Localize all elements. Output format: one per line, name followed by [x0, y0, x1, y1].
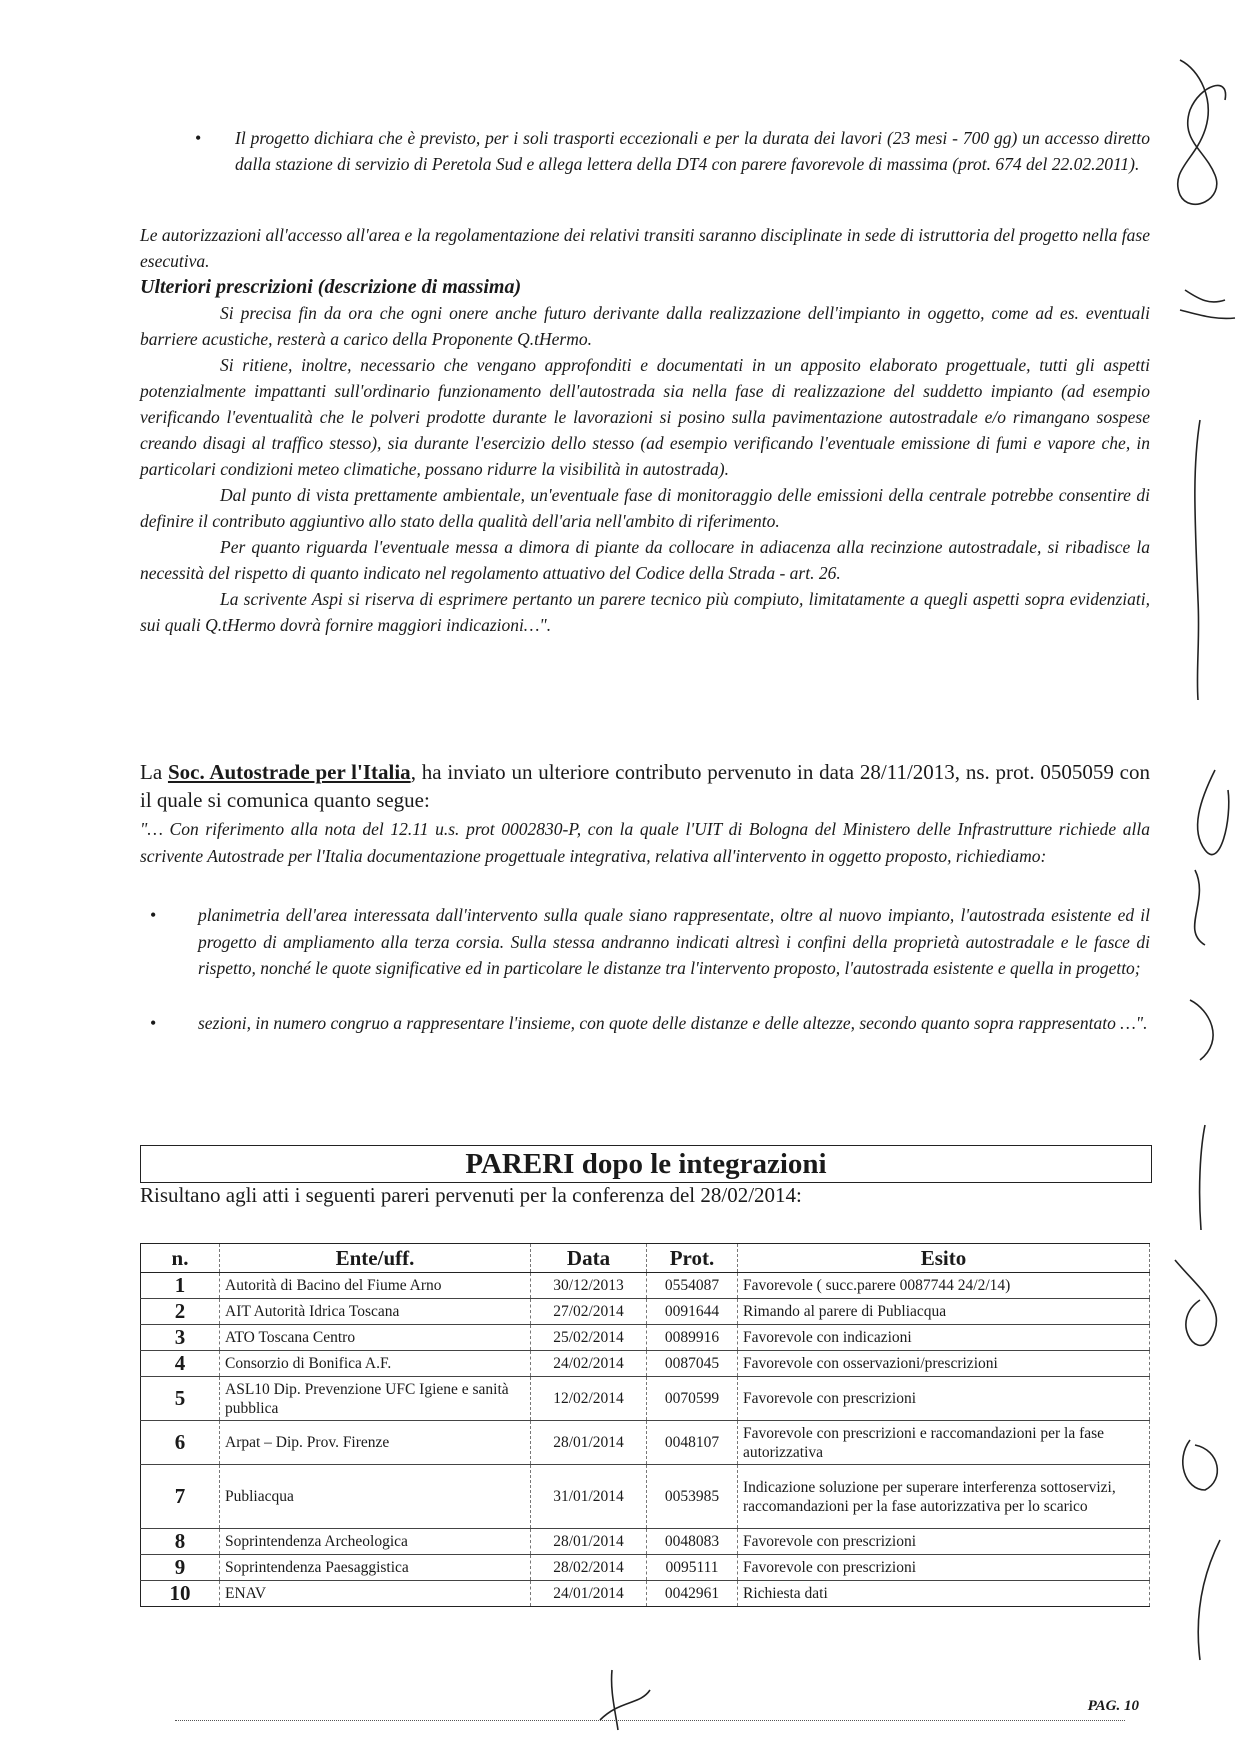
soc-name: Soc. Autostrade per l'Italia — [167, 760, 411, 784]
row-ente: ATO Toscana Centro — [220, 1325, 531, 1351]
row-esito: Favorevole con indicazioni — [738, 1325, 1150, 1351]
bullet-icon: • — [195, 128, 202, 148]
row-prot: 0048083 — [647, 1529, 738, 1555]
signature-mark — [1178, 60, 1226, 204]
page-number: PAG. 10 — [1087, 1698, 1139, 1714]
row-number: 2 — [141, 1299, 220, 1325]
soc-intro-suffix: , ha inviato un ulteriore contributo pervenuto in data 28/11/2013, ns. prot. 0505059 con il quale si comunica quanto segue: — [140, 760, 1150, 812]
row-prot: 0091644 — [647, 1299, 738, 1325]
row-ente: Consorzio di Bonifica A.F. — [220, 1351, 531, 1377]
signature-mark — [1190, 870, 1213, 1060]
pareri-intro: Risultano agli atti i seguenti pareri pervenuti per la conferenza del 28/02/2014: — [140, 1183, 802, 1207]
row-esito: Favorevole con prescrizioni — [738, 1377, 1150, 1421]
bullet-icon: • — [150, 905, 157, 925]
soc-intro-prefix: La — [140, 760, 163, 784]
row-esito: Favorevole con osservazioni/prescrizioni — [738, 1351, 1150, 1377]
row-data: 28/02/2014 — [531, 1555, 647, 1581]
row-number: 3 — [141, 1325, 220, 1351]
row-esito: Richiesta dati — [738, 1581, 1150, 1607]
row-ente: Publiacqua — [220, 1465, 531, 1529]
row-prot: 0042961 — [647, 1581, 738, 1607]
row-data: 25/02/2014 — [531, 1325, 647, 1351]
row-prot: 0087045 — [647, 1351, 738, 1377]
signature-mark — [1198, 1540, 1220, 1660]
paragraph-3: Dal punto di vista prettamente ambientale, un'eventuale fase di monitoraggio delle emissioni della centrale potrebbe consentire di definire il contributo aggiuntivo allo stato della qualità dell'aria nell'ambito di riferimento. — [140, 485, 1150, 531]
row-ente: ASL10 Dip. Prevenzione UFC Igiene e sanità pubblica — [220, 1377, 531, 1421]
row-data: 27/02/2014 — [531, 1299, 647, 1325]
row-esito: Favorevole con prescrizioni e raccomandazioni per la fase autorizzativa — [738, 1421, 1150, 1465]
row-ente: Soprintendenza Archeologica — [220, 1529, 531, 1555]
row-prot: 0095111 — [647, 1555, 738, 1581]
paragraph-2: Si ritiene, inoltre, necessario che vengano approfonditi e documentati in un apposito elaborato progettuale, tutti gli aspetti potenzialmente impattanti sull'ordinario funzionamento dell'autostrada sia nella fase di realizzazione del suddetto impianto (ad esempio verificando l'eventualità che le polveri prodotte durante le lavorazioni si posino sulla pavimentazione autostradale e/o rimangano sospese creando disagi al traffico stesso), sia durante l'esercizio dello stesso (ad esempio verificando l'eventuale emissione di fumi e vapore che, in particolari condizioni meteo climatiche, possano ridurre la visibilità in autostrada). — [140, 355, 1150, 479]
row-data: 12/02/2014 — [531, 1377, 647, 1421]
row-esito: Indicazione soluzione per superare interferenza sottoservizi, raccomandazioni per la fase autorizzativa per lo scarico — [738, 1465, 1150, 1529]
row-ente: Autorità di Bacino del Fiume Arno — [220, 1273, 531, 1299]
signature-mark — [1195, 420, 1200, 700]
signature-mark — [1180, 290, 1235, 318]
signature-mark — [1183, 1440, 1218, 1490]
row-ente: ENAV — [220, 1581, 531, 1607]
quote-intro-text: "… Con riferimento alla nota del 12.11 u.s. prot 0002830-P, con la quale l'UIT di Bologna del Ministero delle Infrastrutture richiede alla scrivente Autostrade per l'Italia documentazione progettuale integrativa, relativa all'intervento in oggetto proposto, richiediamo: — [140, 819, 1150, 866]
row-prot: 0554087 — [647, 1273, 738, 1299]
signature-mark — [600, 1670, 650, 1730]
row-esito: Favorevole ( succ.parere 0087744 24/2/14) — [738, 1273, 1150, 1299]
pareri-title: PARERI dopo le integrazioni — [140, 1145, 1152, 1183]
paragraph-5: La scrivente Aspi si riserva di esprimere pertanto un parere tecnico più compiuto, limitatamente a quegli aspetti sopra evidenziati, sui quali Q.tHermo dovrà fornire maggiori indicazioni…". — [140, 589, 1150, 635]
quote-bullet-2-text: sezioni, in numero congruo a rappresentare l'insieme, con quote delle distanze e delle altezze, secondo quanto sopra rappresentato …". — [198, 1013, 1148, 1033]
top-bullet-text: Il progetto dichiara che è previsto, per i soli trasporti eccezionali e per la durata dei lavori (23 mesi - 700 gg) un accesso diretto dalla stazione di servizio di Peretola Sud e allega lettera della DT4 con parere favorevole di massima (prot. 674 del 22.02.2011). — [235, 128, 1150, 174]
row-ente: Arpat – Dip. Prov. Firenze — [220, 1421, 531, 1465]
row-number: 8 — [141, 1529, 220, 1555]
row-prot: 0070599 — [647, 1377, 738, 1421]
row-number: 9 — [141, 1555, 220, 1581]
row-esito: Rimando al parere di Publiacqua — [738, 1299, 1150, 1325]
row-prot: 0048107 — [647, 1421, 738, 1465]
row-number: 1 — [141, 1273, 220, 1299]
row-prot: 0089916 — [647, 1325, 738, 1351]
header-n: n. — [141, 1244, 220, 1273]
header-data: Data — [531, 1244, 647, 1273]
row-data: 28/01/2014 — [531, 1529, 647, 1555]
row-data: 30/12/2013 — [531, 1273, 647, 1299]
quote-bullet-1-text: planimetria dell'area interessata dall'intervento sulla quale siano rappresentate, oltre al nuovo impianto, l'autostrada esistente ed il progetto di ampliamento alla terza corsia. Sulla stessa andranno indicati altresì i confini della proprietà autostradale e le fasce di rispetto, nonché le quote significative ed in particolare le distanze tra l'intervento proposto, l'autostrada esistente e quella in progetto; — [198, 905, 1150, 978]
bullet-icon: • — [150, 1013, 157, 1033]
signature-mark — [1200, 1125, 1205, 1230]
row-data: 24/02/2014 — [531, 1351, 647, 1377]
row-prot: 0053985 — [647, 1465, 738, 1529]
row-number: 7 — [141, 1465, 220, 1529]
paragraph-4: Per quanto riguarda l'eventuale messa a dimora di piante da collocare in adiacenza alla recinzione autostradale, si ribadisce la necessità del rispetto di quanto indicato nel regolamento attuativo del Codice della Strada - art. 26. — [140, 537, 1150, 583]
header-prot: Prot. — [647, 1244, 738, 1273]
row-data: 31/01/2014 — [531, 1465, 647, 1529]
subheading: Ulteriori prescrizioni (descrizione di massima) — [140, 276, 522, 298]
row-number: 10 — [141, 1581, 220, 1607]
row-number: 4 — [141, 1351, 220, 1377]
row-ente: AIT Autorità Idrica Toscana — [220, 1299, 531, 1325]
row-esito: Favorevole con prescrizioni — [738, 1529, 1150, 1555]
row-number: 5 — [141, 1377, 220, 1421]
header-ente: Ente/uff. — [220, 1244, 531, 1273]
row-ente: Soprintendenza Paesaggistica — [220, 1555, 531, 1581]
row-esito: Favorevole con prescrizioni — [738, 1555, 1150, 1581]
header-esito: Esito — [738, 1244, 1150, 1273]
signature-mark — [1175, 1260, 1217, 1345]
row-data: 24/01/2014 — [531, 1581, 647, 1607]
paragraph-1: Si precisa fin da ora che ogni onere anche futuro derivante dalla realizzazione dell'impianto in oggetto, come ad es. eventuali barriere acustiche, resterà a carico della Proponente Q.tHermo. — [140, 303, 1150, 349]
row-data: 28/01/2014 — [531, 1421, 647, 1465]
row-number: 6 — [141, 1421, 220, 1465]
authorizations-text: Le autorizzazioni all'accesso all'area e la regolamentazione dei relativi transiti saranno disciplinate in sede di istruttoria del progetto nella fase esecutiva. — [140, 225, 1150, 271]
signature-mark — [1198, 770, 1229, 855]
